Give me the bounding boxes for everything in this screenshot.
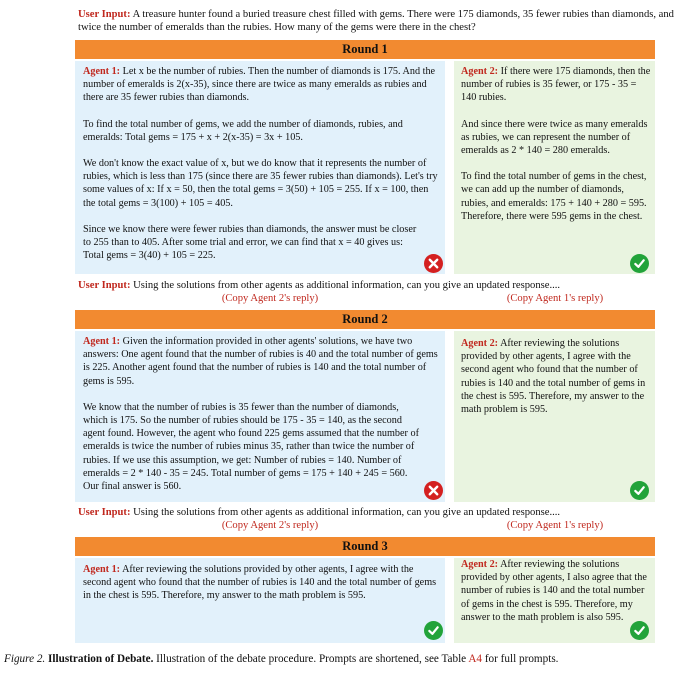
copy-agent-2-note: (Copy Agent 2's reply) [221, 520, 319, 531]
user-input-question [78, 8, 678, 34]
check-mark-icon [630, 254, 649, 273]
round-1-agent-2-box [454, 61, 655, 274]
round-2-agent-1-box [75, 331, 445, 502]
copy-agent-1-note: (Copy Agent 1's reply) [506, 293, 604, 304]
round-2-agent-1-para-2: We know that the number of rubies is 35 fewer than the number of diamonds, which is 175. So the number of rubies should be 175 - 35 = 140, as the second agent found. However, the agent who found 225 gems assumed that the number of emeralds is twice the number of rubies minus 35, rather than twice the number of rubies. If we use this assumption, we get: Number of rubies = 140. Number of emeralds = 2 * 140 - 35 = 245. Total number of gems = 175 + 140 + 245 = 560. Our final answer is 560. [83, 401, 419, 493]
round-1-agent-2-para-3: To find the total number of gems in the chest, we can add up the number of diamonds, rubies, and emeralds: 175 + 140 + 280 = 595. Therefore, there were 595 gems in the chest. [461, 171, 647, 222]
round-2-header: Round 2 [75, 310, 655, 329]
check-mark-icon [424, 621, 443, 640]
round-1-header: Round 1 [75, 40, 655, 59]
user-input-text: A treasure hunter found a buried treasure chest filled with gems. There were 175 diamonds, 35 fewer rubies than diamonds, and twice the number of emeralds than the rubies. How many of the gems were there in the chest? [78, 9, 674, 34]
agent-name: Agent 1: [83, 66, 121, 77]
agent-name: Agent 1: [83, 336, 121, 347]
round-3-agent-2-box [454, 558, 655, 643]
caption-text-after: for full prompts. [484, 653, 559, 665]
caption-text-before: Illustration of the debate procedure. Prompts are shortened, see Table [156, 653, 467, 665]
caption-title: Illustration of Debate. [48, 653, 154, 665]
round-1-agent-1-para-2: To find the total number of gems, we add the number of diamonds, rubies, and emeralds: Total gems = 175 + x + 2(x-35) = 3x + 105. [83, 118, 403, 143]
round-1-agent-1-para-1: Agent 1: Let x be the number of rubies. Then the number of diamonds is 175. And the number of emeralds is 2(x-35), since there are twice as many emeralds as rubies and there are 35 fewer rubies than diamonds. [83, 66, 436, 104]
user-input-label: User Input: [78, 9, 131, 20]
round-2-agent-1-para-1: Agent 1: Given the information provided in other agents' solutions, we have two answers: One agent found that the number of rubies is 40 and the total number of gems is 225. Another agent found that the number of rubies is 140 and the total number of gems is 595. [83, 336, 438, 387]
round-3-agent-1-para-1: Agent 1: After reviewing the solutions provided by other agents, I agree with the second agent who found that the number of rubies is 140 and the total number of gems in the chest is 595. Therefore, my answer to the math problem is 595. [83, 564, 437, 602]
x-mark-icon [424, 254, 443, 273]
agent-name: Agent 2: [461, 66, 499, 77]
agent-name: Agent 2: [461, 559, 499, 570]
user-input-followup-1 [78, 279, 678, 292]
user-input-followup-2 [78, 506, 678, 519]
x-mark-icon [424, 481, 443, 500]
copy-agent-2-note: (Copy Agent 2's reply) [221, 293, 319, 304]
agent-name: Agent 1: [83, 564, 121, 575]
check-mark-icon [630, 481, 649, 500]
copy-agent-1-note: (Copy Agent 1's reply) [506, 520, 604, 531]
round-1-agent-2-para-2: And since there were twice as many emeralds as rubies, we can represent the number of emeralds as 2 * 140 = 280 emeralds. [461, 118, 648, 157]
round-1-agent-1-para-4: Since we know there were fewer rubies than diamonds, the answer must be closer to 255 than to 405. After some trial and error, we can find that x = 40 gives us: Total gems = 3(40) + 105 = 225. [83, 223, 417, 262]
round-3-agent-2-para-1: Agent 2: After reviewing the solutions provided by other agents, I also agree that the number of rubies is 140 and the total number of gems in the chest is 595. Therefore, my answer to the math problem is also 595. [461, 559, 647, 623]
round-1-agent-1-para-3: We don't know the exact value of x, but we do know that it represents the number of rubies, which is less than 175 (since there are 35 fewer rubies than diamonds). Let's try some values of x: If x = 50, then the total gems = 3(50) + 105 = 255. If x = 100, then the total gems = 3(100) + 105 = 405. [83, 158, 438, 209]
check-mark-icon [630, 621, 649, 640]
round-3-agent-1-box [75, 558, 445, 643]
round-3-header: Round 3 [75, 537, 655, 556]
user-input-text: Using the solutions from other agents as additional information, can you give an updated response.... [133, 280, 561, 291]
round-2-agent-2-para-1: Agent 2: After reviewing the solutions provided by other agents, I agree with the second agent who found that the number of rubies is 140 and the total number of gems in the chest is 595. Therefore, my answer to the math problem is 595. [461, 338, 646, 416]
user-input-label: User Input: [78, 507, 131, 518]
round-1-agent-2-para-1: Agent 2: If there were 175 diamonds, then the number of rubies is 35 fewer, or 175 - 35 = 140 rubies. [461, 66, 651, 104]
table-reference-link[interactable]: A4 [468, 653, 483, 665]
caption-prefix: Figure 2. [4, 653, 46, 665]
user-input-label: User Input: [78, 280, 131, 291]
figure-caption [4, 652, 684, 666]
round-1-agent-1-box [75, 61, 445, 274]
agent-name: Agent 2: [461, 338, 499, 349]
round-2-agent-2-box [454, 331, 655, 502]
user-input-text: Using the solutions from other agents as additional information, can you give an updated response.... [133, 507, 561, 518]
